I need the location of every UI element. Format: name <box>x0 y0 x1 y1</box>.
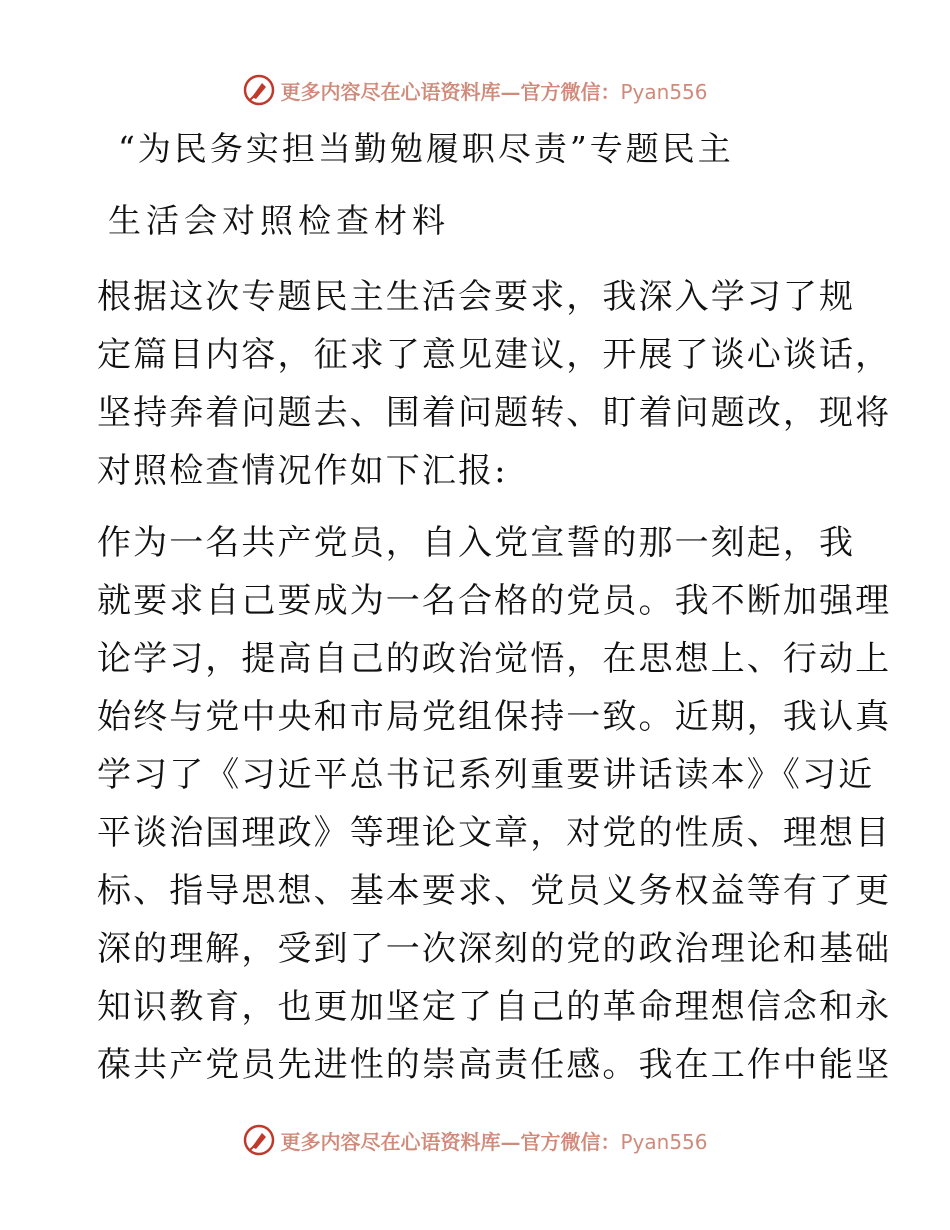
paragraph-line: 学习了《习近平总书记系列重要讲话读本》《习近 <box>97 755 875 795</box>
body-paragraph-2 <box>97 514 892 1094</box>
watermark-text <box>280 76 707 105</box>
paragraph-line: 始终与党中央和市局党组保持一致。近期，我认真 <box>97 697 892 737</box>
paragraph-line: 标、指导思想、基本要求、党员义务权益等有了更 <box>97 871 892 911</box>
paragraph-line: 根据这次专题民主生活会要求，我深入学习了规 <box>97 277 856 317</box>
paragraph-line: 对照检查情况作如下汇报: <box>97 451 508 491</box>
paragraph-line: 平谈治国理政》等理论文章，对党的性质、理想目 <box>97 813 892 853</box>
pen-nib-logo-icon <box>242 1123 276 1157</box>
paragraph-line: 坚持奔着问题去、围着问题转、盯着问题改，现将 <box>97 393 892 433</box>
watermark-wechat-id: Pyan556 <box>620 1129 708 1154</box>
watermark-text <box>280 1126 707 1155</box>
paragraph-line: 作为一名共产党员，自入党宣誓的那一刻起，我 <box>97 523 856 563</box>
body-paragraph-1 <box>97 268 892 500</box>
document-subtitle: 生活会对照检查材料 <box>108 201 450 240</box>
paragraph-line: 定篇目内容，征求了意见建议，开展了谈心谈话， <box>97 335 892 375</box>
paragraph-line: 深的理解，受到了一次深刻的党的政治理论和基础 <box>97 929 892 969</box>
paragraph-line: 知识教育，也更加坚定了自己的革命理想信念和永 <box>97 987 892 1027</box>
watermark-label: 更多内容尽在心语资料库—官方微信： <box>280 1129 621 1154</box>
header-watermark <box>0 70 950 110</box>
pen-nib-logo-icon <box>242 73 276 107</box>
footer-watermark <box>0 1120 950 1160</box>
paragraph-line: 论学习，提高自己的政治觉悟，在思想上、行动上 <box>97 639 892 679</box>
paragraph-line: 就要求自己要成为一名合格的党员。我不断加强理 <box>97 581 892 621</box>
paragraph-line: 葆共产党员先进性的崇高责任感。我在工作中能坚 <box>97 1045 892 1085</box>
document-title: “为民务实担当勤勉履职尽责”专题民主 <box>118 129 734 168</box>
watermark-wechat-id: Pyan556 <box>620 79 708 104</box>
watermark-label: 更多内容尽在心语资料库—官方微信： <box>280 79 621 104</box>
